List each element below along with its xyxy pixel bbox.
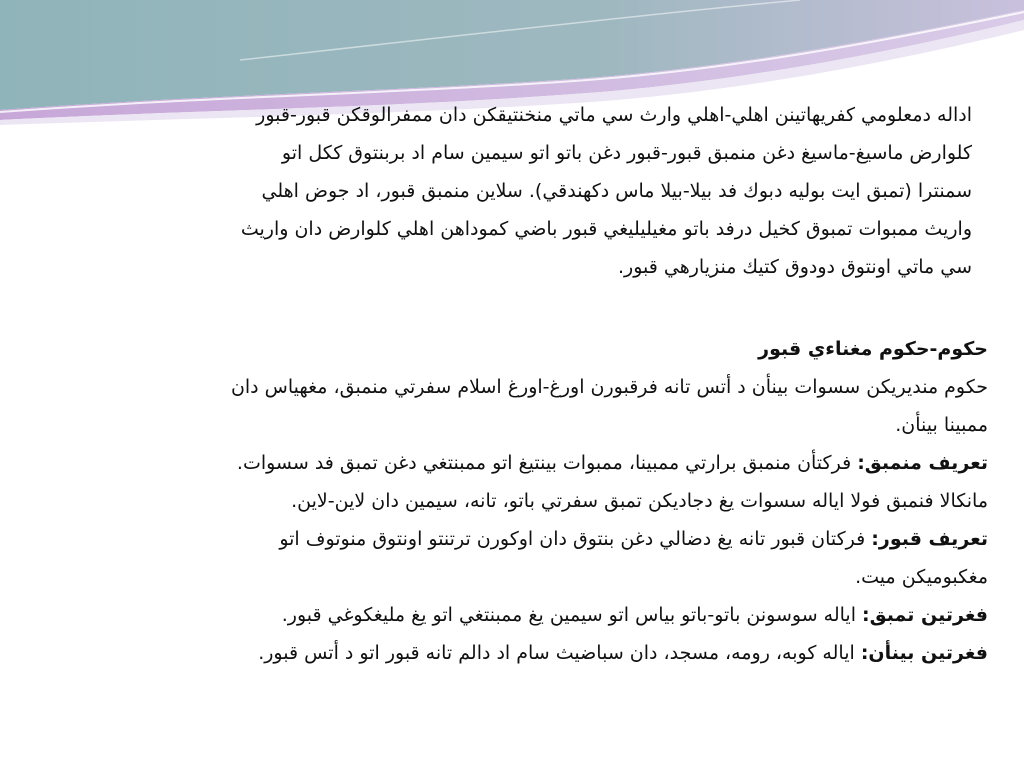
content-body — [48, 330, 988, 672]
definition-continuation: مانكالا فنمبق فولا اياله سسوات يغ دجاديكن تمبق سفرتي باتو، تانه، سيمين دان لاين-لاين. — [291, 490, 988, 512]
definition-text: فركتان قبور تانه يغ دضالي دغن بنتوق دان اوكورن ترتنتو اونتوق منوتوف اتو — [279, 528, 872, 550]
intro-paragraph — [92, 96, 972, 286]
definition-kubur — [48, 520, 988, 558]
definition-text: فركتأن منمبق برارتي ممبينا، ممبوات بينتيغ اتو ممبنتغي دغن تمبق فد سسوات. — [236, 452, 858, 474]
definition-pengertian-tambak — [48, 596, 988, 634]
intro-line: واريث ممبوات تمبوق كخيل درفد باتو مغيليليغي قبور باضي كموداهن اهلي كلوارض دان واريث — [240, 218, 972, 240]
definition-text: اياله سوسونن باتو-باتو بياس اتو سيمين يغ ممبنتغي اتو يغ مليغكوغي قبور. — [281, 604, 863, 626]
hukum-line: حكوم منديريكن سسوات بينأن د أتس تانه فرقبورن اورغ-اورغ اسلام سفرتي منمبق، مغهياس دان — [230, 376, 988, 398]
section-heading: حكوم-حكوم مغناءي قبور — [758, 338, 988, 360]
intro-line: كلوارض ماسيغ-ماسيغ دغن منمبق قبور-قبور دغن باتو اتو سيمين سام اد بربنتوق ككل اتو — [281, 142, 972, 164]
definition-pengertian-binaan — [48, 634, 988, 672]
definition-continuation: مغكبوميكن ميت. — [855, 566, 988, 588]
definition-term: فغرتين تمبق: — [862, 604, 988, 626]
intro-line: سمنترا (تمبق ايت بوليه دبوك فد بيلا-بيلا ماس دكهندقي). سلاين منمبق قبور، اد جوض اهلي — [261, 180, 972, 202]
definition-term: فغرتين بينأن: — [860, 642, 988, 664]
definition-term: تعريف قبور: — [871, 528, 988, 550]
definition-term: تعريف منمبق: — [857, 452, 988, 474]
definition-text: اياله كوبه، رومه، مسجد، دان سباضيث سام اد دالم تانه قبور اتو د أتس قبور. — [258, 642, 861, 664]
intro-line: اداله دمعلومي كفريهاتينن اهلي-اهلي وارث سي ماتي منخنتيقكن دان ممفرالوقكن قبور-قبور — [256, 104, 972, 126]
intro-line: سي ماتي اونتوق دودوق كتيك منزيارهي قبور. — [617, 256, 972, 278]
hukum-line: ممبينا بينأن. — [895, 414, 988, 436]
definition-tambak — [48, 444, 988, 482]
